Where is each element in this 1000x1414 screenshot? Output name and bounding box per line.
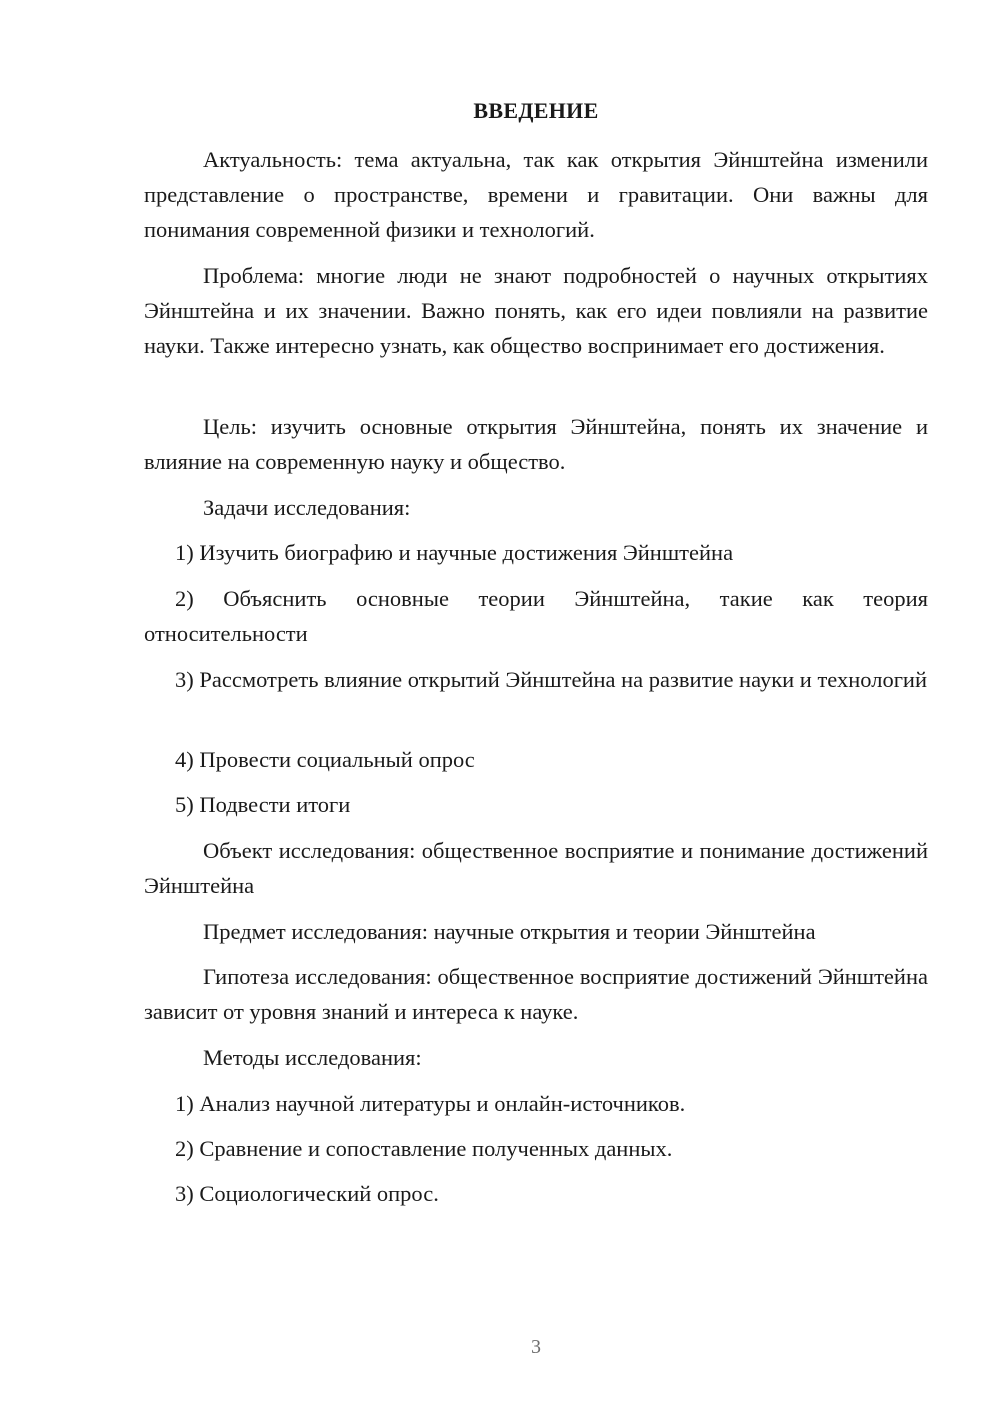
- task-item-3: 3) Рассмотреть влияние открытий Эйнштейна на развитие науки и технологий: [175, 667, 928, 692]
- goal-paragraph: Цель: изучить основные открытия Эйнштейна, понять их значение и влияние на современную науку и общество.: [144, 414, 928, 474]
- method-item-2: 2) Сравнение и сопоставление полученных данных.: [175, 1136, 673, 1161]
- tasks-heading: Задачи исследования:: [203, 495, 411, 520]
- task-item-1: 1) Изучить биографию и научные достижения Эйнштейна: [175, 540, 734, 565]
- subject-paragraph: Предмет исследования: научные открытия и теории Эйнштейна: [203, 919, 816, 944]
- methods-heading: Методы исследования:: [203, 1045, 422, 1070]
- method-item-1: 1) Анализ научной литературы и онлайн-источников.: [175, 1091, 686, 1116]
- task-item-5: 5) Подвести итоги: [175, 792, 351, 817]
- method-item-3: 3) Социологический опрос.: [175, 1181, 439, 1206]
- task-item-4: 4) Провести социальный опрос: [175, 747, 475, 772]
- page-number: 3: [531, 1336, 541, 1358]
- task-item-2: 2) Объяснить основные теории Эйнштейна, такие как теория относительности: [144, 586, 928, 646]
- object-paragraph: Объект исследования: общественное восприятие и понимание достижений Эйнштейна: [144, 838, 928, 898]
- hypothesis-paragraph: Гипотеза исследования: общественное восприятие достижений Эйнштейна зависит от уровня знаний и интереса к науке.: [144, 964, 928, 1024]
- problem-paragraph: Проблема: многие люди не знают подробностей о научных открытиях Эйнштейна и их значении. Важно понять, как его идеи повлияли на развитие науки. Также интересно узнать, как общество воспринимает его достижения.: [144, 263, 928, 358]
- relevance-paragraph: Актуальность: тема актуальна, так как открытия Эйнштейна изменили представление о пространстве, времени и гравитации. Они важны для понимания современной физики и технологий.: [144, 147, 928, 242]
- section-title: ВВЕДЕНИЕ: [473, 98, 599, 123]
